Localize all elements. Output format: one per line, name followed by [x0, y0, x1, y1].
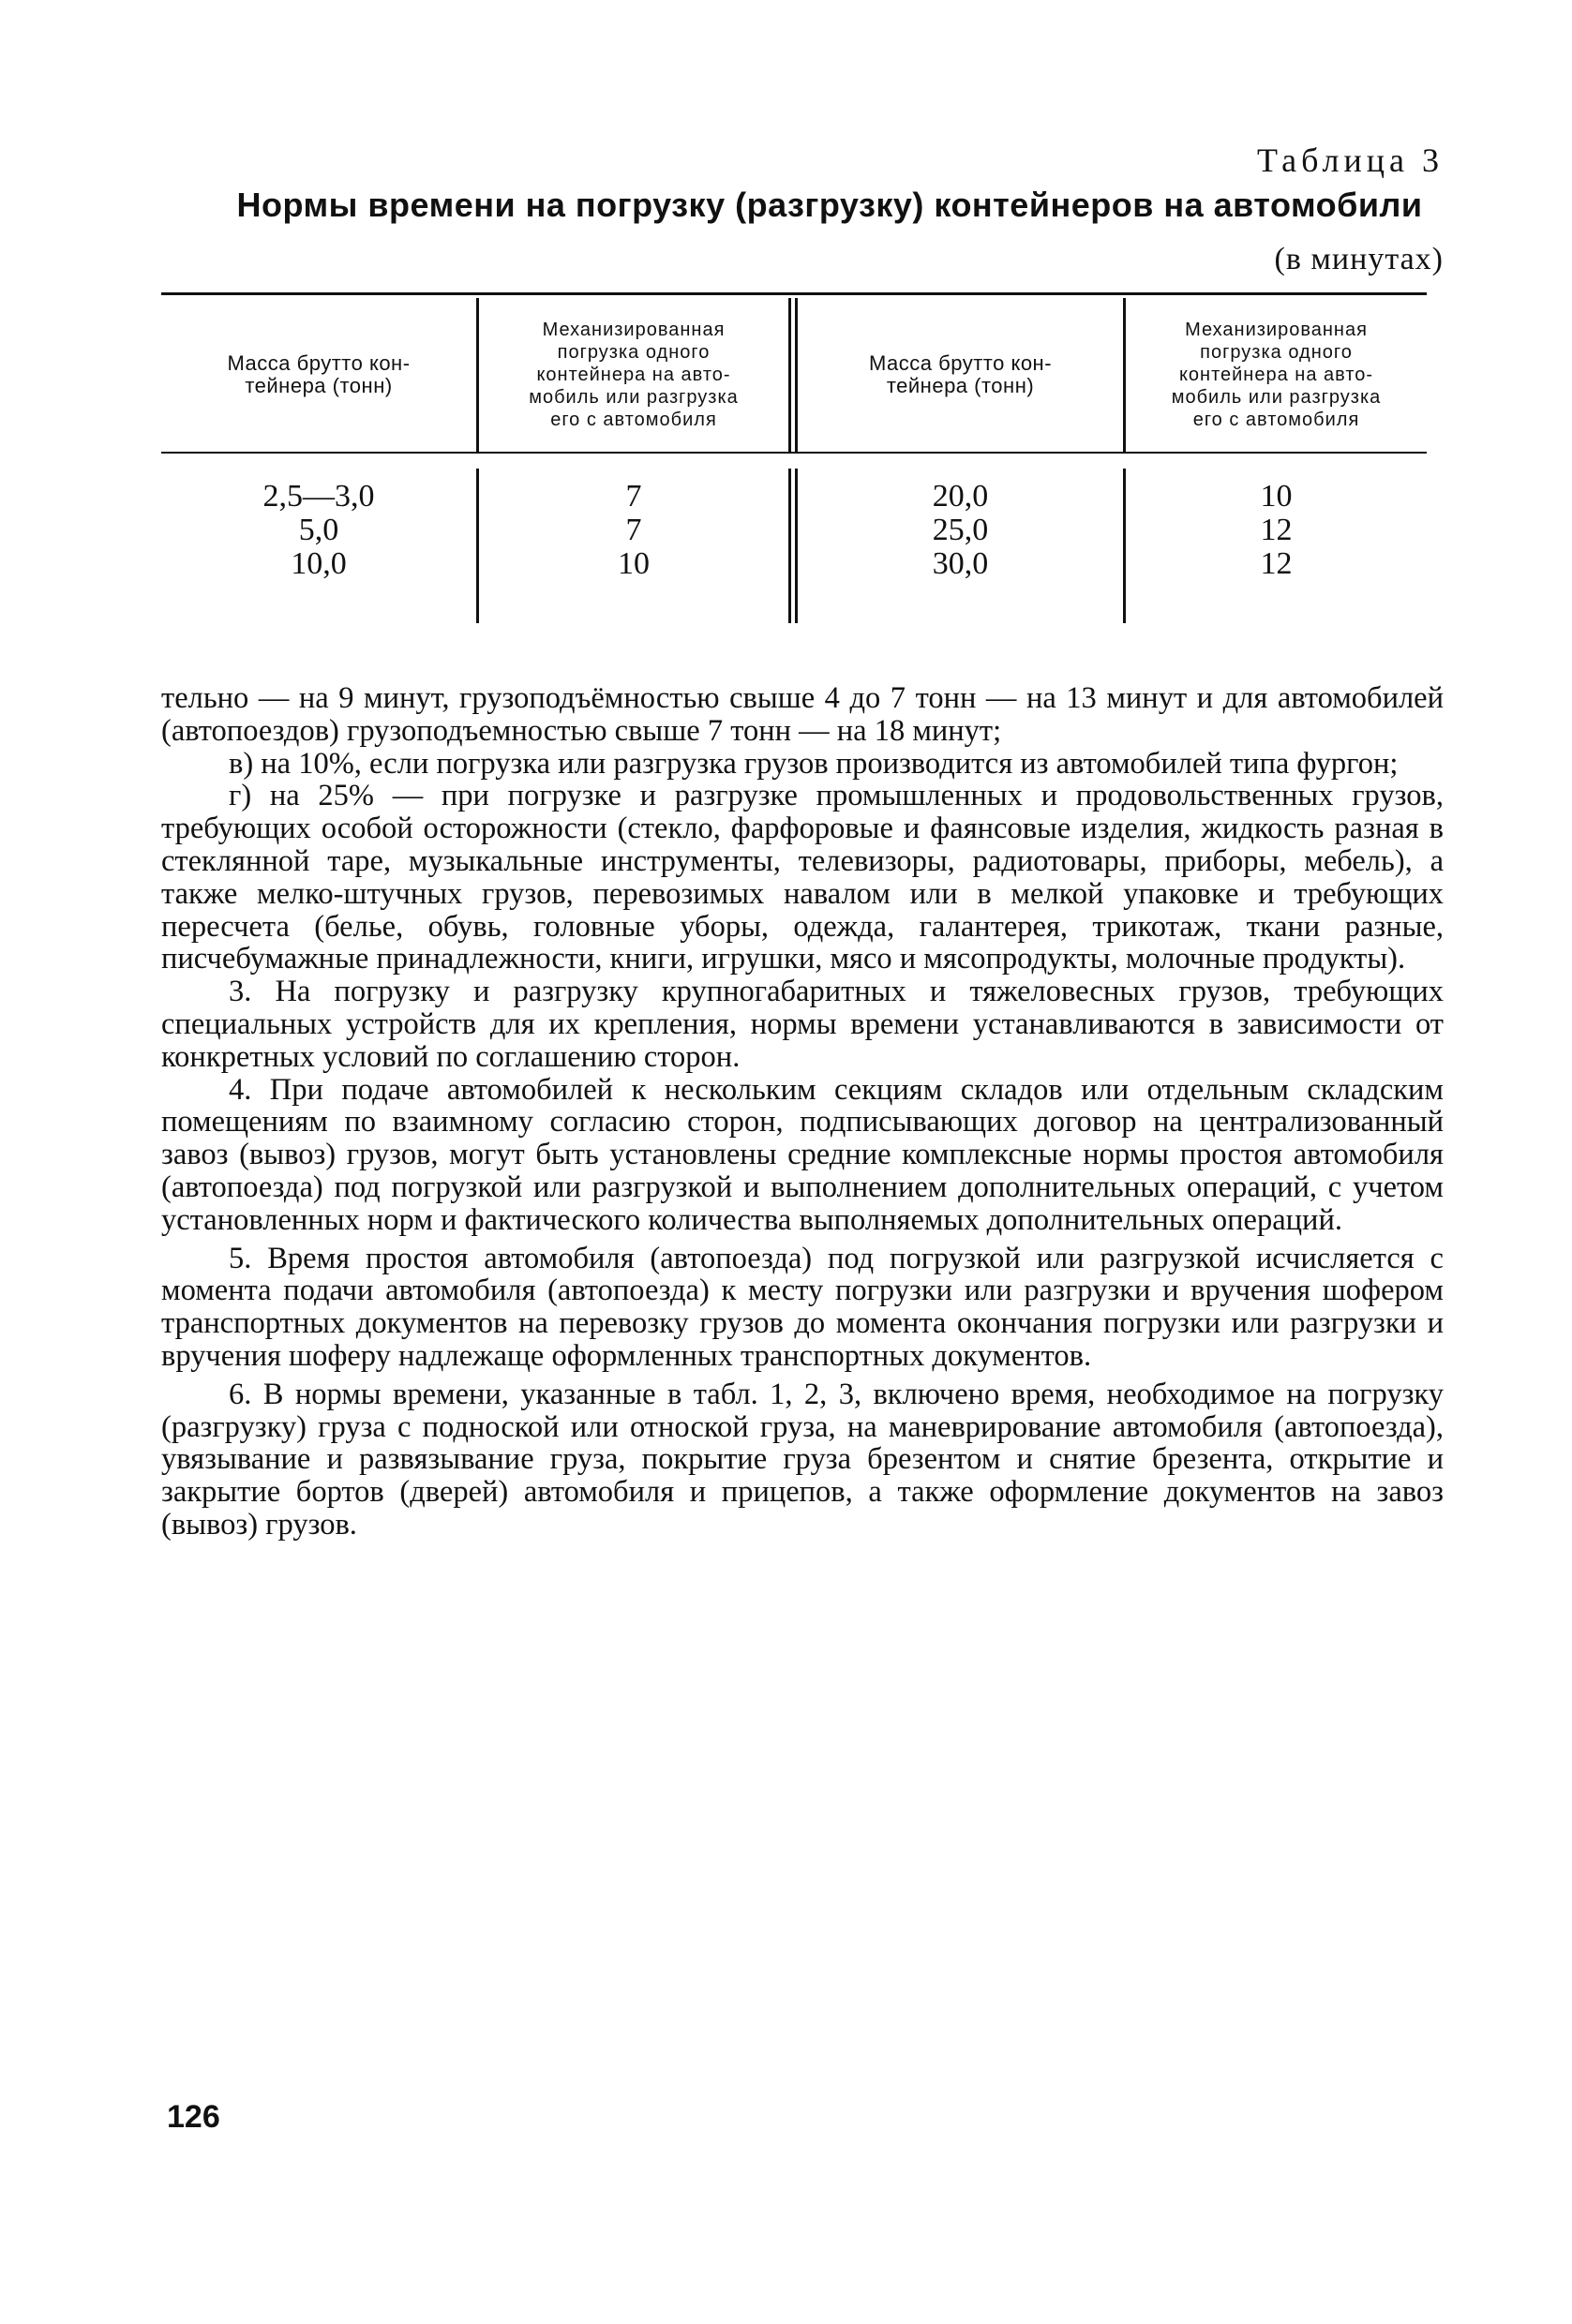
- table-header-rule: [161, 452, 1427, 454]
- body-text: [161, 682, 1444, 1542]
- table-cell: 20,0: [932, 479, 989, 514]
- table-cell: 7: [625, 479, 642, 514]
- table-cell: 10: [618, 546, 650, 581]
- paragraph: г) на 25% — при погрузке и разгрузке промышленных и продовольственных грузов, требующих особой осторожности (стекло, фарфоровые и фаянсовые изделия, жидкость разная в стеклянной таре, музыкальные инструменты, телевизоры, радиотовары, приборы, мебель), а также мелко-штучных грузов, перевозимых навалом или в мелкой упаковке и требующих пересчета (белье, обувь, головные уборы, одежда, галантерея, трикотаж, ткани разные, писчебумажные принадлежности, книги, игрушки, мясо и мясопродукты, молочные продукты).: [161, 779, 1444, 976]
- norms-table: [161, 292, 1427, 625]
- data-column-mass: [161, 480, 476, 581]
- paragraph: 5. Время простоя автомобиля (автопоезда) под погрузкой или разгрузкой исчисляется с момента подачи автомобиля (автопоезда) к месту погрузки или разгрузки и вручения шофером транспортных документов на перевозку грузов до момента окончания погрузки или разгрузки и вручения шоферу надлежаще оформленных транспортных документов.: [161, 1241, 1444, 1373]
- page-number: 126: [167, 2099, 220, 2135]
- data-column-time: [1126, 480, 1427, 581]
- table-top-rule: [161, 292, 1427, 295]
- table-cell: 30,0: [932, 546, 989, 581]
- column-header-mass: Масса брутто кон- тейнера (тонн): [227, 351, 411, 397]
- double-column-divider: [788, 469, 791, 623]
- table-label: Таблица 3: [1257, 142, 1444, 179]
- paragraph: 3. На погрузку и разгрузку крупногабаритных и тяжеловесных грузов, требующих специальных устройств для их крепления, нормы времени устанавливаются в зависимости от конкретных условий по соглашению сторон.: [161, 975, 1444, 1074]
- paragraph: 4. При подаче автомобилей к нескольким секциям складов или отдельным складским помещениям по взаимному согласию сторон, подписывающих договор на централизованный завоз (вывоз) грузов, могут быть установлены средние комплексные нормы простоя автомобиля (автопоезда) под погрузкой или разгрузкой и выполнением дополнительных операций, с учетом установленных норм и фактического количества выполняемых дополнительных операций.: [161, 1072, 1444, 1237]
- table-cell: 12: [1260, 513, 1293, 547]
- table-cell: 10: [1260, 479, 1293, 514]
- column-header-mass: Масса брутто кон- тейнера (тонн): [868, 351, 1053, 397]
- paragraph: тельно — на 9 минут, грузоподъёмностью свыше 4 до 7 тонн — на 13 минут и для автомобилей (автопоездов) грузоподъемностью свыше 7 тонн — на 18 минут;: [161, 681, 1444, 748]
- table-cell: 7: [625, 513, 642, 547]
- data-column-time: [479, 480, 788, 581]
- double-column-divider: [788, 298, 791, 452]
- paragraph: в) на 10%, если погрузка или разгрузка грузов производится из автомобилей типа фургон;: [229, 746, 1399, 781]
- data-column-mass: [798, 480, 1123, 581]
- column-header-loading-time: Механизированная погрузка одного контейнера на авто- мобиль или разгрузка его с автомобиля: [529, 320, 739, 430]
- table-cell: 10,0: [291, 546, 347, 581]
- table-cell: 2,5—3,0: [262, 479, 375, 514]
- column-header-loading-time: Механизированная погрузка одного контейнера на авто- мобиль или разгрузка его с автомобиля: [1171, 320, 1382, 430]
- table-cell: 25,0: [932, 513, 989, 547]
- table-cell: 5,0: [298, 513, 339, 547]
- table-cell: 12: [1260, 546, 1293, 581]
- table-title: Нормы времени на погрузку (разгрузку) контейнеров на автомобили: [236, 186, 1423, 224]
- table-units: (в минутах): [1274, 242, 1444, 276]
- paragraph: 6. В нормы времени, указанные в табл. 1, 2, 3, включено время, необходимое на погрузку (разгрузку) груза с подноской или отноской груза, на маневрирование автомобиля (автопоезда), увязывание и развязывание груза, покрытие груза брезентом и снятие брезента, открытие и закрытие бортов (дверей) автомобиля и прицепов, а также оформление документов на завоз (вывоз) грузов.: [161, 1377, 1444, 1542]
